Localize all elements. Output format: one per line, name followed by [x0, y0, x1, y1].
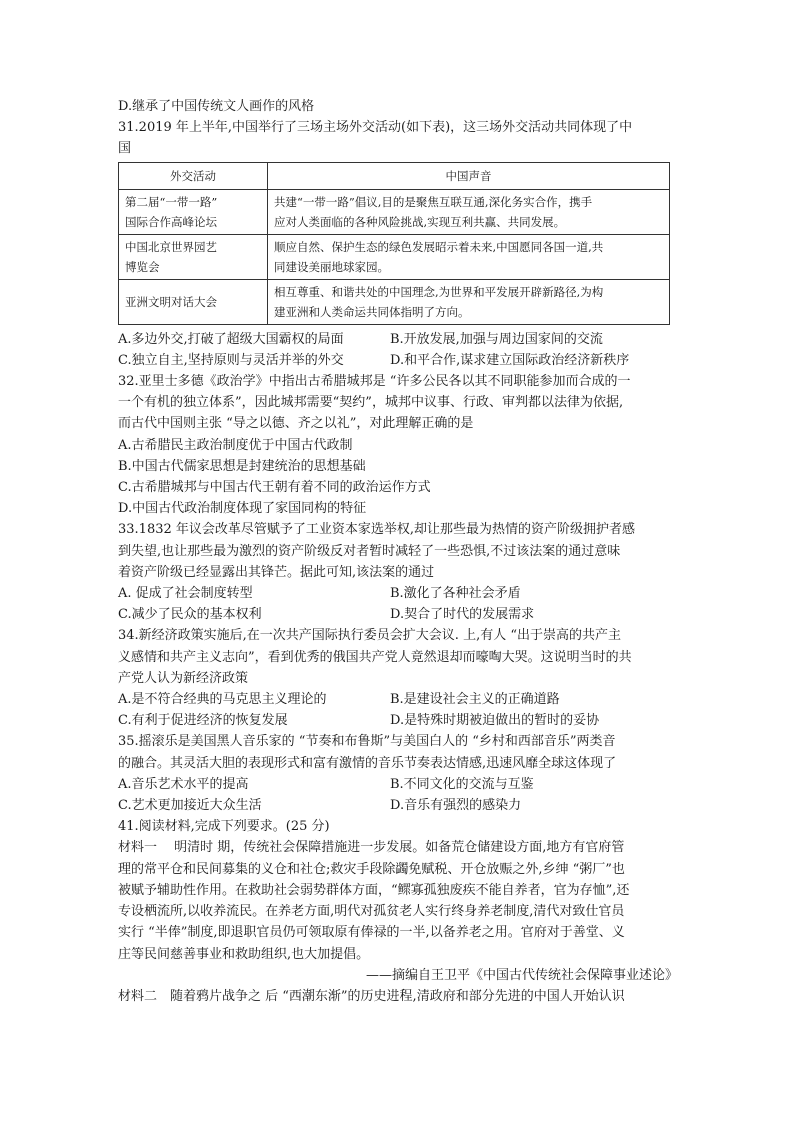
activity-line: 国际合作高峰论坛	[125, 214, 217, 229]
q33-option-b[interactable]: B.激化了各种社会矛盾	[390, 586, 521, 602]
voice-line: 应对人类面临的各种风险挑战,实现互利共赢、共同发展。	[274, 214, 566, 229]
question-41	[118, 816, 678, 1007]
q35-options-row2	[118, 795, 678, 816]
q35-option-b[interactable]: B.不同文化的交流与互鉴	[390, 776, 534, 792]
q31-option-d[interactable]: D.和平合作,谋求建立国际政治经济新秩序	[390, 352, 630, 368]
q31-option-b[interactable]: B.开放发展,加强与周边国家间的交流	[390, 331, 603, 347]
q34-stem-line: 34.新经济政策实施后,在一次共产国际执行委员会扩大会议. 上,有人 “出于崇高的共产主	[118, 628, 621, 644]
q32-option-b[interactable]: B.中国古代儒家思想是封建统治的思想基础	[118, 458, 366, 474]
question-33	[118, 519, 678, 625]
q34-option-b[interactable]: B.是建设社会主义的正确道路	[390, 692, 560, 708]
table-row	[119, 189, 670, 234]
activity-line: 第二届“一带一路”	[125, 194, 218, 209]
q31-options-row2	[118, 350, 678, 371]
q35-stem-line: 的融合。其灵活大胆的表现形式和富有激情的音乐节奏表达情感,迅速风靡全球这体现了	[118, 755, 617, 771]
table-header-activity: 外交活动	[119, 162, 268, 189]
diplomacy-table	[118, 162, 670, 325]
q32-stem-line: 32.亚里士多德《政治学》中指出古希腊城邦是 “许多公民各以其不同职能参加而合成的一	[118, 374, 631, 390]
question-32	[118, 371, 678, 519]
q33-option-c[interactable]: C.减少了民众的基本权利	[118, 607, 262, 623]
q31-stem-line2: 国	[118, 141, 132, 157]
q33-option-d[interactable]: D.契合了时代的发展需求	[390, 607, 535, 623]
activity-line: 中国北京世界园艺	[125, 239, 217, 254]
q33-options-row1	[118, 583, 678, 604]
question-31	[118, 117, 678, 371]
q30-option-d: D.继承了中国传统文人画作的风格	[118, 99, 315, 114]
q35-option-a[interactable]: A.音乐艺术水平的提高	[118, 776, 249, 792]
q35-stem-line: 35.摇滚乐是美国黑人音乐家的 “节奏和布鲁斯”与美国白人的 “乡村和西部音乐”两类音	[118, 734, 616, 750]
voice-line: 共建“一带一路”倡议,目的是聚焦互联互通,深化务实合作，携手	[274, 194, 593, 209]
q33-stem-line: 到失望,也让那些最为激烈的资产阶级反对者暂时减轻了一些恐惧,不过该法案的通过意味	[118, 543, 621, 559]
material1-line: 庄等民间慈善事业和救助组织,也大加提倡。	[118, 946, 370, 962]
q34-option-a[interactable]: A.是不符合经典的马克思主义理论的	[118, 692, 327, 708]
table-header-voice: 中国声音	[268, 162, 670, 189]
voice-line: 顺应自然、保护生态的绿色发展昭示着未来,中国愿同各国一道,共	[274, 239, 604, 254]
material1-line: 实行 “半俸”制度,即退职官员仍可领取原有俸禄的一半,以备养老之用。官府对于善堂、义	[118, 925, 625, 941]
voice-line: 同建设美丽地球家园。	[274, 259, 389, 274]
q33-options-row2	[118, 604, 678, 625]
q31-option-c[interactable]: C.独立自主,坚持原则与灵活并举的外交	[118, 352, 344, 368]
q32-stem-line: 而古代中国则主张 “导之以德、齐之以礼”，对此理解正确的是	[118, 416, 474, 432]
question-34	[118, 625, 678, 731]
q34-stem-line: 义感情和共产主义志向”，看到优秀的俄国共产党人竟然退却而嚎啕大哭。这说明当时的共	[118, 649, 632, 665]
q31-option-a[interactable]: A.多边外交,打破了超级大国霸权的局面	[118, 331, 344, 347]
voice-line: 相互尊重、和谐共处的中国理念,为世界和平发展开辟新路径,为构	[274, 284, 604, 299]
material1-source: ——摘编自王卫平《中国古代传统社会保障事业述论》	[365, 967, 678, 983]
table-cell-voice	[268, 234, 670, 279]
q33-option-a[interactable]: A. 促成了社会制度转型	[118, 586, 253, 602]
q33-stem-line: 着资产阶级已经显露出其锋芒。据此可知,该法案的通过	[118, 564, 435, 580]
table-header-row	[119, 162, 670, 189]
q33-stem-line: 33.1832 年议会改革尽管赋予了工业资本家选举权,却让那些最为热情的资产阶级拥护者感	[118, 522, 636, 538]
table-cell-activity	[119, 189, 268, 234]
q32-option-c[interactable]: C.古希腊城邦与中国古代王朝有着不同的政治运作方式	[118, 480, 431, 496]
q31-options-row1	[118, 329, 678, 350]
material1-line: 被赋予辅助性作用。在救助社会弱势群体方面，“鳏寡孤独废疾不能自养者，官为存恤”,还	[118, 882, 630, 898]
table-row	[119, 279, 670, 324]
q34-options-row2	[118, 710, 678, 731]
table-cell-voice	[268, 189, 670, 234]
q34-option-d[interactable]: D.是特殊时期被迫做出的暂时的妥协	[390, 713, 600, 729]
material1-line: 材料一 明清时 期，传统社会保障措施进一步发展。如备荒仓储建设方面,地方有官府管	[118, 840, 625, 856]
q35-option-c[interactable]: C.艺术更加接近大众生活	[118, 798, 262, 814]
activity-line: 亚洲文明对话大会	[125, 294, 217, 309]
table-row	[119, 234, 670, 279]
q31-stem-line1: 31.2019 年上半年,中国举行了三场主场外交活动(如下表)，这三场外交活动共同体现了中	[118, 120, 633, 136]
q34-option-c[interactable]: C.有利于促进经济的恢复发展	[118, 713, 288, 729]
q32-option-a[interactable]: A.古希腊民主政治制度优于中国古代政制	[118, 437, 353, 453]
q35-options-row1	[118, 774, 678, 795]
q34-options-row1	[118, 689, 678, 710]
question-35	[118, 731, 678, 816]
q32-option-d[interactable]: D.中国古代政治制度体现了家国同构的特征	[118, 501, 367, 517]
q34-stem-line: 产党人认为新经济政策	[118, 670, 249, 686]
q41-title: 41.阅读材料,完成下列要求。(25 分)	[118, 819, 330, 835]
voice-line: 建亚洲和人类命运共同体指明了方向。	[274, 304, 470, 319]
material2-line: 材料二 随着鸦片战争之 后 “西潮东渐”的历史进程,清政府和部分先进的中国人开始认识	[118, 988, 625, 1004]
table-cell-voice	[268, 279, 670, 324]
table-cell-activity	[119, 234, 268, 279]
activity-line: 博览会	[125, 259, 160, 274]
q32-stem-line: 一个有机的独立体系”，因此城邦需要“契约”，城邦中议事、行政、审判都以法律为依据,	[118, 395, 624, 411]
exam-page	[118, 96, 678, 1007]
q35-option-d[interactable]: D.音乐有强烈的感染力	[390, 798, 522, 814]
table-cell-activity	[119, 279, 268, 324]
material1-line: 理的常平仓和民间募集的义仓和社仓;救灾手段除蠲免赋税、开仓放赈之外,乡绅 “粥厂”也	[118, 861, 625, 877]
material1-line: 专设栖流所,以收养流民。在养老方面,明代对孤贫老人实行终身养老制度,清代对致仕官员	[118, 904, 625, 920]
